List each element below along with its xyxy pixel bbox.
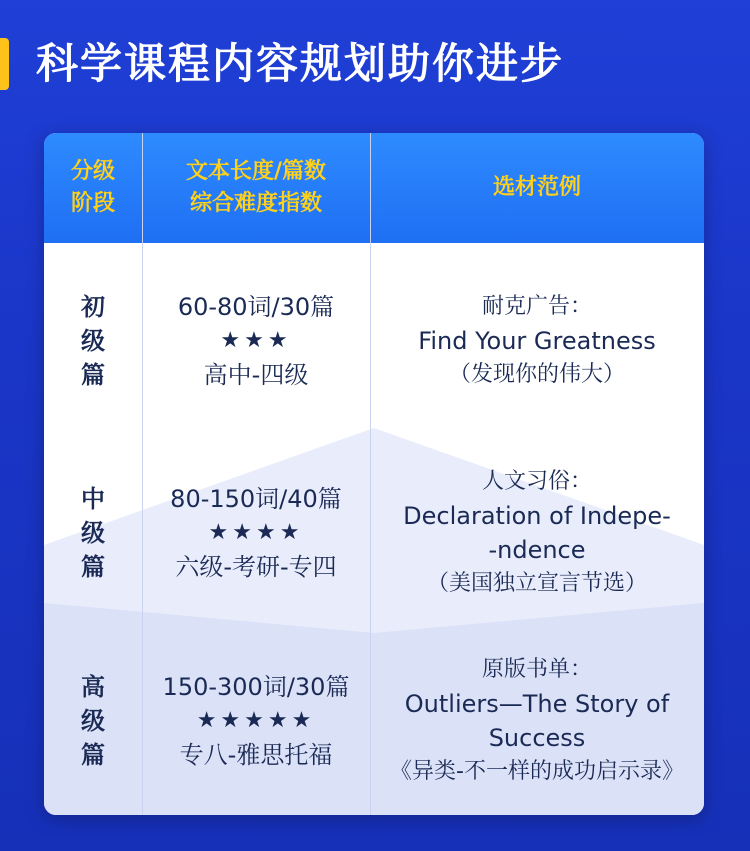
row3-level bbox=[44, 661, 142, 781]
header-level bbox=[44, 133, 142, 243]
level-char: 高 bbox=[81, 673, 105, 701]
difficulty-level: 六级-考研-专四 bbox=[175, 553, 337, 581]
header-level-line2: 阶段 bbox=[70, 191, 115, 216]
example-label: 耐克广告： bbox=[481, 294, 592, 319]
level-char: 篇 bbox=[81, 741, 105, 769]
row2-length bbox=[142, 473, 370, 593]
difficulty-stars: ★★★★ bbox=[208, 520, 304, 545]
header-level-line1: 分级 bbox=[70, 159, 115, 184]
row1-example bbox=[370, 281, 704, 401]
table-header bbox=[44, 133, 704, 243]
text-length: 60-80词/30篇 bbox=[177, 293, 335, 321]
row2-example bbox=[370, 463, 704, 603]
difficulty-level: 专八-雅思托福 bbox=[179, 741, 333, 769]
header-example bbox=[370, 133, 704, 243]
page-title: 科学课程内容规划助你进步 bbox=[36, 39, 565, 88]
row1-level bbox=[44, 281, 142, 401]
course-plan-table bbox=[44, 133, 704, 815]
level-char: 级 bbox=[81, 327, 105, 355]
text-length: 80-150词/40篇 bbox=[170, 485, 342, 513]
example-title: Success bbox=[488, 724, 586, 752]
example-translation: （发现你的伟大） bbox=[448, 362, 625, 387]
example-title: Outliers—The Story of bbox=[404, 690, 670, 718]
row2-level bbox=[44, 473, 142, 593]
row1-length bbox=[142, 281, 370, 401]
text-length: 150-300词/30篇 bbox=[162, 673, 350, 701]
header-length bbox=[142, 133, 370, 243]
level-char: 级 bbox=[81, 519, 105, 547]
difficulty-level: 高中-四级 bbox=[203, 361, 309, 389]
example-label: 原版书单： bbox=[481, 657, 592, 682]
difficulty-stars: ★★★ bbox=[220, 328, 292, 353]
example-translation: （美国独立宣言节选） bbox=[426, 571, 647, 596]
level-char: 初 bbox=[81, 293, 105, 321]
example-translation: 《异类-不一样的成功启示录》 bbox=[390, 759, 684, 784]
header-length-line2: 综合难度指数 bbox=[189, 191, 322, 216]
title-accent-bar bbox=[0, 38, 9, 90]
header-length-line1: 文本长度/篇数 bbox=[185, 159, 327, 184]
example-title: -ndence bbox=[488, 536, 586, 564]
example-title: Find Your Greatness bbox=[418, 327, 656, 355]
example-label: 人文习俗： bbox=[481, 469, 592, 494]
level-char: 中 bbox=[81, 485, 105, 513]
header-example-line1: 选材范例 bbox=[492, 175, 581, 200]
row3-example bbox=[370, 651, 704, 791]
level-char: 篇 bbox=[81, 361, 105, 389]
example-title: Declaration of Indepe- bbox=[403, 502, 671, 530]
difficulty-stars: ★★★★★ bbox=[196, 708, 316, 733]
level-char: 级 bbox=[81, 707, 105, 735]
level-char: 篇 bbox=[81, 553, 105, 581]
row3-length bbox=[142, 661, 370, 781]
